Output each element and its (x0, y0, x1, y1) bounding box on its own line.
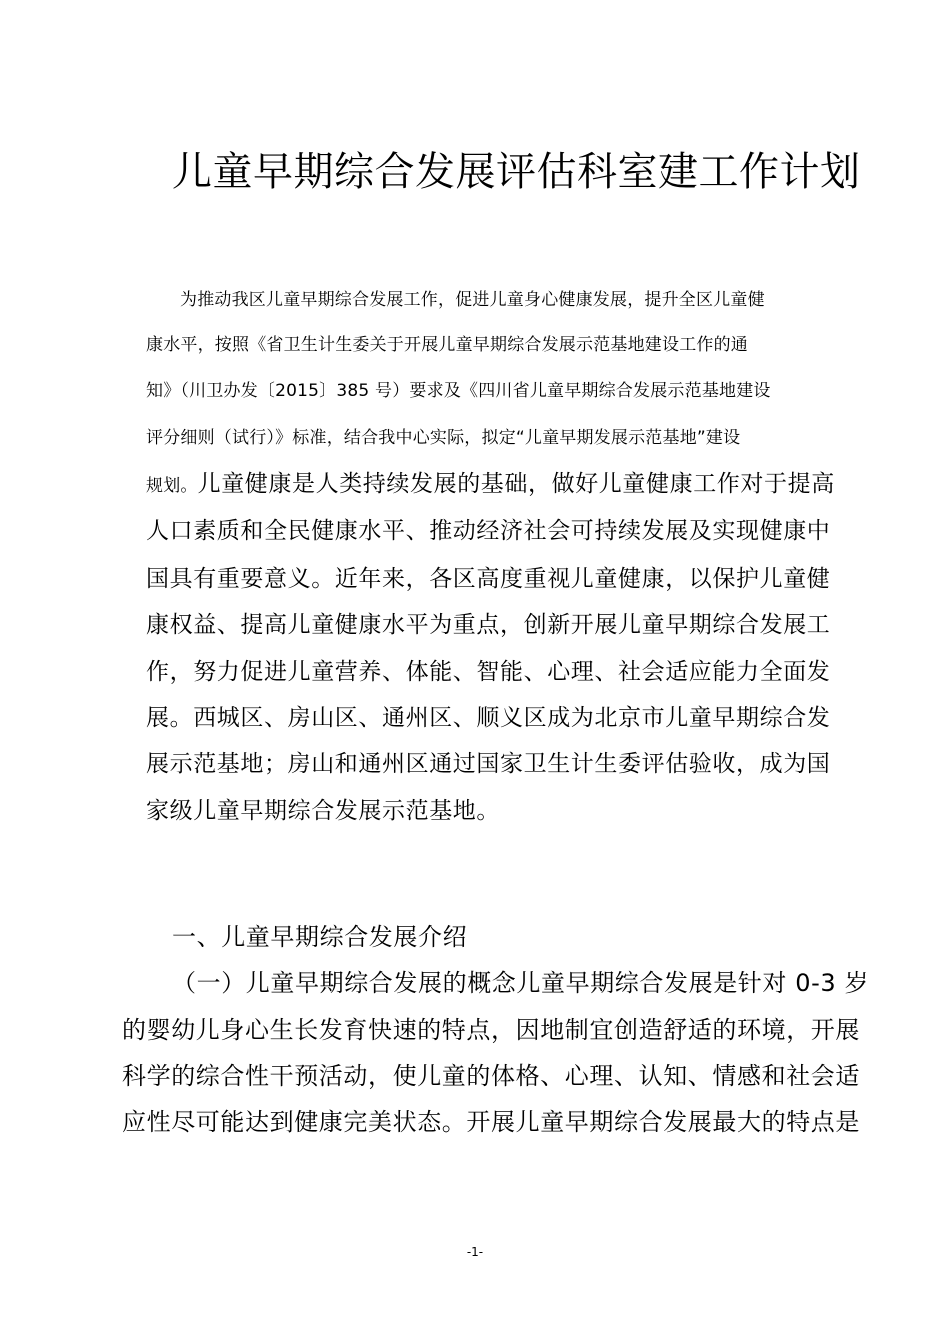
intro-line: 康水平，按照《省卫生计生委关于开展儿童早期综合发展示范基地建设工作的通 (146, 335, 748, 355)
body-line: 家级儿童早期综合发展示范基地。 (146, 798, 500, 824)
body-line: 展示范基地；房山和通州区通过国家卫生计生委评估验收，成为国 (146, 751, 831, 777)
body-line: 展。西城区、房山区、通州区、顺义区成为北京市儿童早期综合发 (146, 705, 831, 731)
mixed-line (146, 465, 835, 498)
document-title: 儿童早期综合发展评估科室建工作计划 (172, 149, 861, 195)
intro-line: 评分细则（试行）》标准，结合我中心实际，拟定“儿童早期发展示范基地”建设 (146, 428, 741, 448)
section-line: 的婴幼儿身心生长发育快速的特点，因地制宜创造舒适的环境，开展 (122, 1016, 860, 1044)
intro-line: 为推动我区儿童早期综合发展工作，促进儿童身心健康发展，提升全区儿童健 (180, 290, 765, 310)
mixed-line-small-text: 规划。 (146, 476, 198, 496)
section-line: 应性尽可能达到健康完美状态。开展儿童早期综合发展最大的特点是 (122, 1108, 860, 1136)
section-line: （一）儿童早期综合发展的概念儿童早期综合发展是针对 0-3 岁 (172, 969, 870, 997)
body-line: 康权益、提高儿童健康水平为重点，创新开展儿童早期综合发展工 (146, 612, 831, 638)
body-line: 国具有重要意义。近年来，各区高度重视儿童健康，以保护儿童健 (146, 566, 831, 592)
body-line: 人口素质和全民健康水平、推动经济社会可持续发展及实现健康中 (146, 518, 831, 544)
section-line: 科学的综合性干预活动，使儿童的体格、心理、认知、情感和社会适 (122, 1062, 860, 1090)
page-number: -1- (466, 1245, 484, 1259)
intro-line: 知》（川卫办发〔2015〕385 号）要求及《四川省儿童早期综合发展示范基地建设 (146, 381, 771, 401)
section-heading: 一、儿童早期综合发展介绍 (172, 923, 468, 951)
body-line: 作，努力促进儿童营养、体能、智能、心理、社会适应能力全面发 (146, 659, 831, 685)
mixed-line-big-text: 儿童健康是人类持续发展的基础，做好儿童健康工作对于提高 (197, 471, 835, 497)
